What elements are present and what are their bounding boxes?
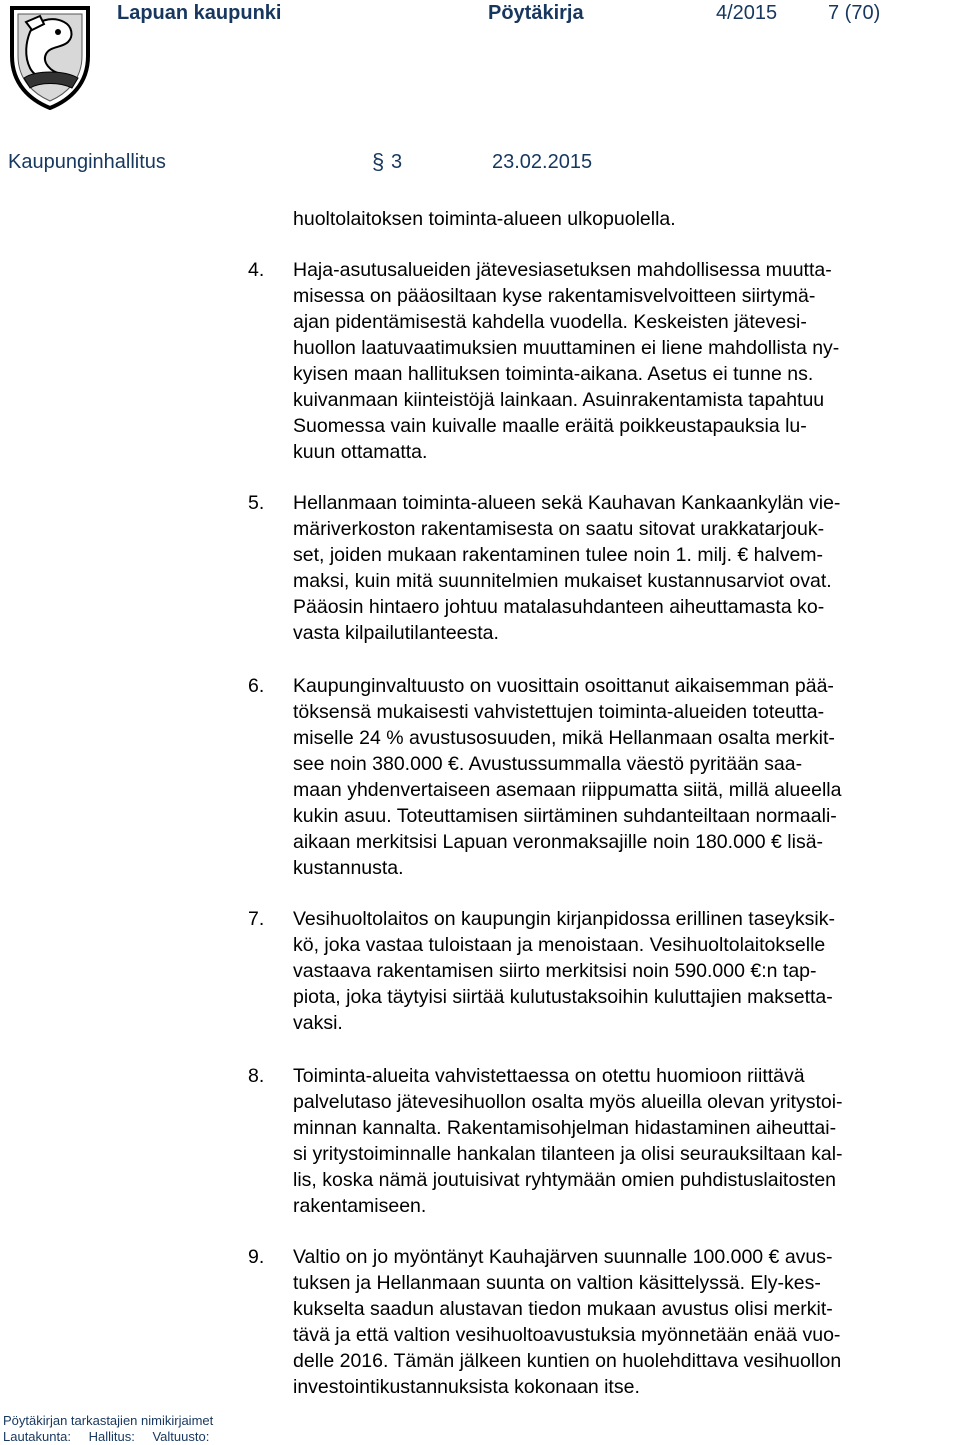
item-line: piota, joka täytyisi siirtää kulutustaksoihin kuluttajien maksetta- bbox=[293, 986, 833, 1008]
organization-name: Lapuan kaupunki bbox=[117, 2, 282, 24]
item-line: set, joiden mukaan rakentaminen tulee noin 1. milj. € halvem- bbox=[293, 544, 824, 566]
coat-of-arms-icon bbox=[6, 2, 94, 110]
item-line: Vesihuoltolaitos on kaupungin kirjanpidossa erillinen taseyksik- bbox=[293, 908, 835, 930]
item-line: Toiminta-alueita vahvistettaessa on otettu huomioon riittävä bbox=[293, 1065, 805, 1087]
document-number: 4/2015 bbox=[716, 2, 778, 24]
item-line: tävä ja että valtion vesihuoltoavustuksia myönnetään enää vuo- bbox=[293, 1324, 841, 1346]
item-number: 9. bbox=[248, 1246, 265, 1268]
item-line: kukin asuu. Toteuttamisen siirtäminen suhdanteiltaan normaali- bbox=[293, 805, 837, 827]
item-line: maan yhdenvertaiseen asemaan riippumatta siitä, millä alueella bbox=[293, 779, 842, 801]
item-line: töksensä mukaisesti vahvistettujen toiminta-alueiden toteutta- bbox=[293, 701, 825, 723]
item-line: palvelutaso jätevesihuollon osalta myös alueilla olevan yritystoi- bbox=[293, 1091, 843, 1113]
item-line: minnan kannalta. Rakentamisohjelman hidastaminen aiheuttai- bbox=[293, 1117, 837, 1139]
item-line: lis, koska nämä joutuisivat ryhtymään omien puhdistuslaitosten bbox=[293, 1169, 837, 1191]
item-line: kustannusta. bbox=[293, 857, 404, 879]
item-number: 6. bbox=[248, 675, 265, 697]
signature-initials-title: Pöytäkirjan tarkastajien nimikirjaimet bbox=[3, 1413, 214, 1428]
item-number: 7. bbox=[248, 908, 265, 930]
item-line: investointikustannuksista kokonaan itse. bbox=[293, 1376, 640, 1398]
item-line: aikaan merkitsisi Lapuan veronmaksajille noin 180.000 € lisä- bbox=[293, 831, 824, 853]
item-number: 8. bbox=[248, 1065, 265, 1087]
item-number: 4. bbox=[248, 259, 265, 281]
item-line: maksi, kuin mitä suunnitelmien mukaiset kustannusarviot ovat. bbox=[293, 570, 832, 592]
item-line: vasta kilpailutilanteesta. bbox=[293, 622, 499, 644]
signature-boards bbox=[3, 1429, 223, 1444]
item-line: miselle 24 % avustusosuuden, mikä Hellanmaan osalta merkit- bbox=[293, 727, 835, 749]
item-line: see noin 380.000 €. Avustussummalla väestö pyritään saa- bbox=[293, 753, 803, 775]
item-line: märiverkoston rakentamisesta on saatu sitovat urakkatarjouk- bbox=[293, 518, 825, 540]
meeting-date: 23.02.2015 bbox=[492, 151, 593, 173]
item-line: Kaupunginvaltuusto on vuosittain osoittanut aikaisemman pää- bbox=[293, 675, 834, 697]
item-line: kuivanmaan kiinteistöjä lainkaan. Asuinrakentamista tapahtuu bbox=[293, 389, 825, 411]
item-line: ajan pidentämisestä kahdella vuodella. Keskeisten jätevesi- bbox=[293, 311, 807, 333]
section-sign: § bbox=[372, 149, 385, 174]
intro-line: huoltolaitoksen toiminta-alueen ulkopuolella. bbox=[293, 208, 676, 230]
item-line: kö, joka vastaa tuloistaan ja menoistaan. Vesihuoltolaitokselle bbox=[293, 934, 826, 956]
item-line: si yritystoiminnalle hankalan tilanteen ja olisi seurauksiltaan kal- bbox=[293, 1143, 843, 1165]
section-number: 3 bbox=[391, 151, 403, 173]
item-line: Suomessa vain kuivalle maalle eräitä poikkeustapauksia lu- bbox=[293, 415, 807, 437]
decision-body: Kaupunginhallitus bbox=[8, 151, 166, 173]
board-government-label: Hallitus: bbox=[88, 1429, 135, 1444]
item-line: Valtio on jo myöntänyt Kauhajärven suunnalle 100.000 € avus- bbox=[293, 1246, 833, 1268]
item-line: misessa on pääosiltaan kyse rakentamisvelvoitteen siirtymä- bbox=[293, 285, 816, 307]
page-number: 7 (70) bbox=[828, 2, 881, 24]
board-council-label: Valtuusto: bbox=[152, 1429, 210, 1444]
document-type: Pöytäkirja bbox=[488, 2, 584, 24]
item-line: Pääosin hintaero johtuu matalasuhdanteen aiheuttamasta ko- bbox=[293, 596, 825, 618]
board-committee-label: Lautakunta: bbox=[3, 1429, 71, 1444]
item-line: Hellanmaan toiminta-alueen sekä Kauhavan Kankaankylän vie- bbox=[293, 492, 841, 514]
item-line: kuun ottamatta. bbox=[293, 441, 428, 463]
item-line: kyisen maan hallituksen toiminta-aikana. Asetus ei tunne ns. bbox=[293, 363, 814, 385]
item-line: Haja-asutusalueiden jätevesiasetuksen mahdollisessa muutta- bbox=[293, 259, 832, 281]
item-line: rakentamiseen. bbox=[293, 1195, 427, 1217]
item-line: kukselta saadun alustavan tiedon mukaan avustus olisi merkit- bbox=[293, 1298, 833, 1320]
item-line: delle 2016. Tämän jälkeen kuntien on huolehdittava vesihuollon bbox=[293, 1350, 842, 1372]
item-line: vastaava rakentamisen siirto merkitsisi noin 590.000 €:n tap- bbox=[293, 960, 817, 982]
item-line: huollon laatuvaatimuksien muuttaminen ei liene mahdollista ny- bbox=[293, 337, 840, 359]
item-number: 5. bbox=[248, 492, 265, 514]
item-line: tuksen ja Hellanmaan suunta on valtion käsittelyssä. Ely-kes- bbox=[293, 1272, 821, 1294]
item-line: vaksi. bbox=[293, 1012, 343, 1034]
